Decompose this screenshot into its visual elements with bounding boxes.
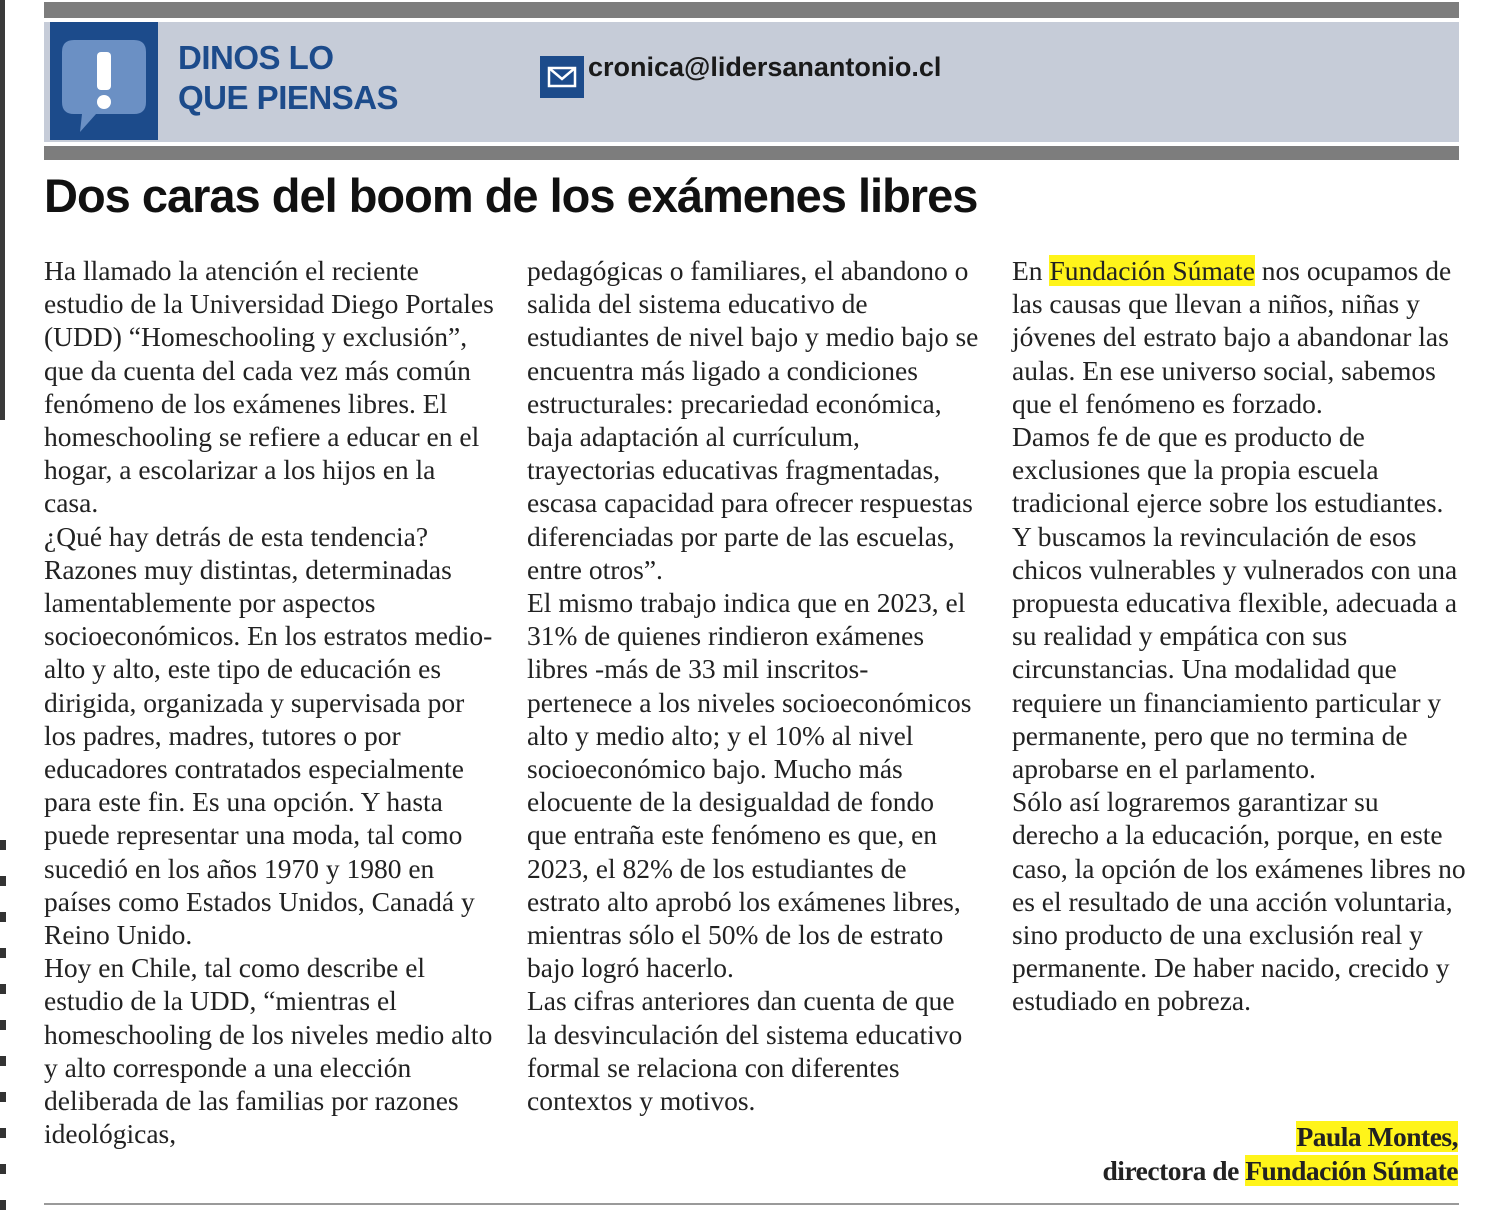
exclamation-speech-bubble-icon [50,22,158,140]
author-organization: Fundación Súmate [1245,1155,1458,1186]
paragraph: El mismo trabajo indica que en 2023, el 31% de quienes rindieron exámenes libres -más de 33 mil inscritos- pertenece a los niveles socioeconómicos alto y medio alto; y el 10% al nivel socioeconómico bajo. Mucho más elocuente de la desigualdad de fondo que entraña este fenómeno es que, en 2023, el 82% de los estudiantes de estrato alto aprobó los exámenes libres, mientras sólo el 50% de los de estrato bajo logró hacerlo. [527,587,972,984]
paragraph [1012,254,1467,420]
left-page-edge [0,0,5,420]
envelope-icon [540,56,584,98]
top-rule [44,2,1459,18]
paragraph: Las cifras anteriores dan cuenta de que la desvinculación del sistema educativo formal se relaciona con diferentes contextos y motivos. [527,985,963,1117]
bottom-rule [44,1203,1459,1205]
left-page-marks [0,840,6,1210]
contact-email[interactable]: cronica@lidersanantonio.cl [588,52,942,82]
section-title [178,38,398,118]
author-name: Paula Montes, [1296,1121,1458,1152]
article-column-3 [1012,254,1467,1018]
section-title-line2: QUE PIENSAS [178,79,399,116]
header-bottom-rule [44,146,1459,160]
paragraph: pedagógicas o familiares, el abandono o salida del sistema educativo de estudiantes de nivel bajo y medio bajo se encuentra más ligado a condiciones estructurales: precariedad económica, baja adaptación al currículum, trayectorias educativas fragmentadas, escasa capacidad para ofrecer respuestas diferenciadas por parte de las escuelas, entre otros”. [527,255,979,585]
article-column-1 [44,254,494,1150]
paragraph: Ha llamado la atención el reciente estudio de la Universidad Diego Portales (UDD) “Homeschooling y exclusión”, que da cuenta del cada vez más común fenómeno de los exámenes libres. El homeschooling se refiere a educar en el hogar, a escolarizar a los hijos en la casa. [44,255,494,519]
paragraph: Hoy en Chile, tal como describe el estudio de la UDD, “mientras el homeschooling de los niveles medio alto y alto corresponde a una elección deliberada de las familias por razones ideológicas, [44,952,493,1150]
paragraph: ¿Qué hay detrás de esta tendencia? Razones muy distintas, determinadas lamentablemente por aspectos socioeconómicos. En los estratos medio-alto y alto, este tipo de educación es dirigida, organizada y supervisada por los padres, madres, tutores o por educadores contratados especialmente para este fin. Es una opción. Y hasta puede representar una moda, tal como sucedió en los años 1970 y 1980 en países como Estados Unidos, Canadá y Reino Unido. [44,520,493,951]
author-role: directora de [1102,1155,1246,1186]
paragraph-lead: En [1012,255,1050,286]
author-signature [1103,1120,1458,1188]
paragraph-rest: nos ocupamos de las causas que llevan a niños, niñas y jóvenes del estrato bajo a abandonar las aulas. En ese universo social, sabemos que el fenómeno es forzado. [1012,255,1452,419]
article-headline: Dos caras del boom de los exámenes libres [44,169,978,222]
paragraph: Sólo así lograremos garantizar su derecho a la educación, porque, en este caso, la opción de los exámenes libres no es el resultado de una acción voluntaria, sino producto de una exclusión real y permanente. De haber nacido, crecido y estudiado en pobreza. [1012,786,1466,1017]
paragraph: Damos fe de que es producto de exclusiones que la propia escuela tradicional ejerce sobre los estudiantes. Y buscamos la revinculación de esos chicos vulnerables y vulnerados con una propuesta educativa flexible, adecuada a su realidad y empática con sus circunstancias. Una modalidad que requiere un financiamiento particular y permanente, pero que no termina de aprobarse en el parlamento. [1012,421,1458,785]
section-header [44,22,1459,142]
section-title-line1: DINOS LO [178,39,334,76]
article-column-2 [527,254,979,1117]
highlighted-organization: Fundación Súmate [1049,255,1255,286]
